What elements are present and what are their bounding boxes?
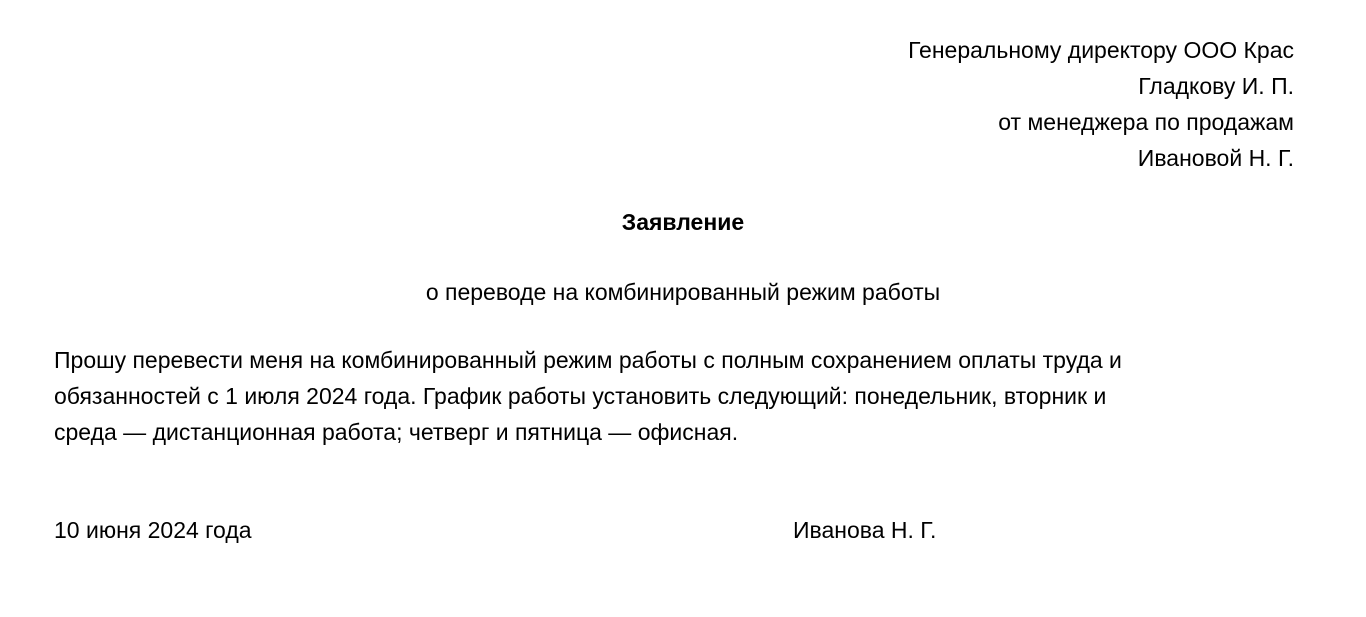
body-line: обязанностей с 1 июля 2024 года. График работы установить следующий: понедельник, вторник и xyxy=(54,383,1107,409)
body-line: Прошу перевести меня на комбинированный режим работы с полным сохранением оплаты труда и xyxy=(54,347,1122,373)
document-title: Заявление xyxy=(621,209,745,235)
addressee-block xyxy=(908,32,1294,176)
signature-name: Иванова Н. Г. xyxy=(793,517,937,543)
document-date: 10 июня 2024 года xyxy=(54,517,252,543)
addressee-line-sender-name: Ивановой Н. Г. xyxy=(1137,145,1294,171)
addressee-line-sender-position: от менеджера по продажам xyxy=(998,109,1294,135)
addressee-line-recipient-name: Гладкову И. П. xyxy=(1138,73,1294,99)
body-line: среда — дистанционная работа; четверг и пятница — офисная. xyxy=(54,419,739,445)
document-subtitle: о переводе на комбинированный режим работы xyxy=(425,279,941,305)
addressee-line-recipient-position: Генеральному директору ООО Крас xyxy=(908,37,1294,63)
document-body xyxy=(54,342,1304,450)
